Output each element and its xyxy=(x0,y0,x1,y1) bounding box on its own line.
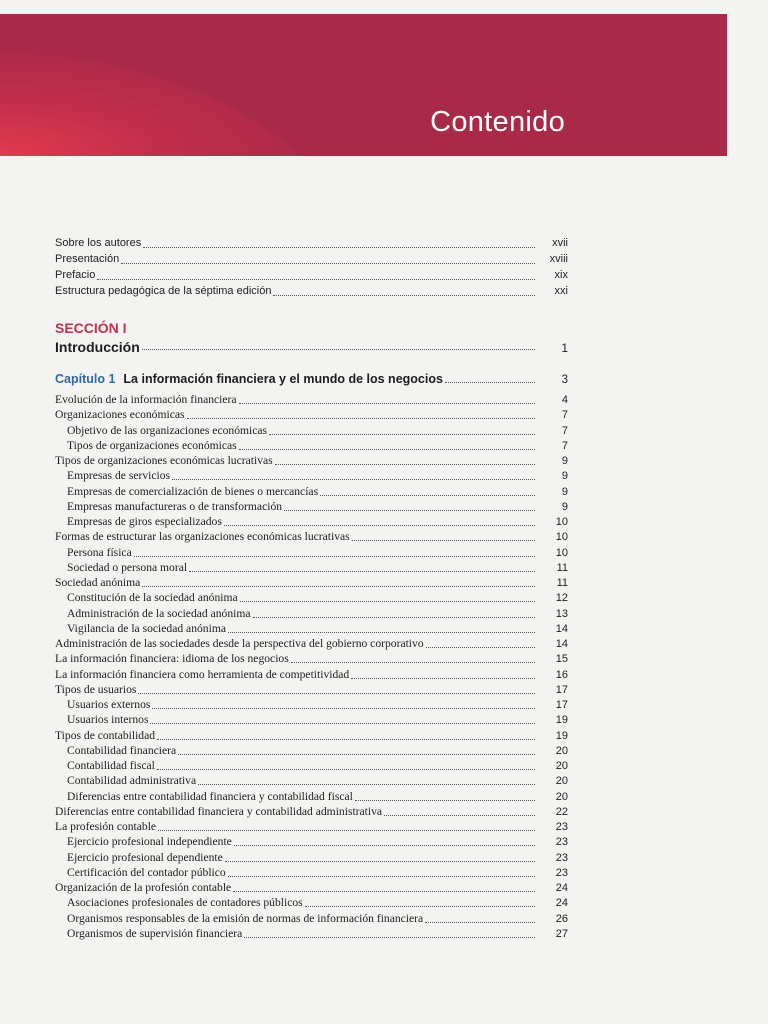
toc-item-page: 26 xyxy=(555,912,568,925)
toc-item-title: Sobre los autores xyxy=(55,237,142,249)
toc-item-title: Diferencias entre contabilidad financiera y contabilidad fiscal xyxy=(67,789,353,803)
toc-item-title: Contabilidad fiscal xyxy=(67,759,155,772)
toc-item[interactable] xyxy=(55,529,568,544)
toc-item-title: Sociedad anónima xyxy=(55,576,141,589)
toc-subitem[interactable] xyxy=(55,834,568,849)
dot-leader xyxy=(234,834,535,846)
toc-item-page: 11 xyxy=(556,561,568,574)
toc-item-title: Tipos de contabilidad xyxy=(55,728,156,742)
dot-leader xyxy=(426,636,535,648)
chapter-heading xyxy=(55,371,443,387)
toc-subitem[interactable] xyxy=(55,438,568,453)
dot-leader xyxy=(189,560,535,572)
page-title: Contenido xyxy=(430,106,565,138)
dot-leader xyxy=(351,667,535,679)
toc-item-page: 9 xyxy=(561,500,568,513)
dot-leader xyxy=(178,743,535,755)
toc-item[interactable] xyxy=(55,407,568,422)
toc-item-page: 20 xyxy=(555,760,568,772)
toc-item-page: 23 xyxy=(555,851,568,864)
dot-leader xyxy=(157,728,535,740)
toc-subitem[interactable] xyxy=(55,621,568,636)
dot-leader xyxy=(121,252,535,264)
toc-item-title: Vigilancia de la sociedad anónima xyxy=(67,621,226,635)
toc-item-page: xvii xyxy=(552,237,568,249)
toc-item-title: Diferencias entre contabilidad financiera y contabilidad administrativa xyxy=(55,804,383,818)
toc-item-title: Formas de estructurar las organizaciones económicas lucrativas xyxy=(55,530,350,544)
chapter-number: Capítulo 1 xyxy=(55,372,116,386)
toc-item[interactable] xyxy=(55,392,568,407)
toc-item-page: 10 xyxy=(555,516,568,528)
toc-front-item[interactable] xyxy=(55,268,568,283)
dot-leader xyxy=(384,804,535,816)
dot-leader xyxy=(97,268,535,280)
toc-subitem[interactable] xyxy=(55,560,568,575)
toc-item-title: Organismos de supervisión financiera xyxy=(67,926,243,940)
toc-item[interactable] xyxy=(55,636,568,651)
toc-item-page: 10 xyxy=(555,546,568,559)
toc-item-page: 4 xyxy=(561,394,568,406)
toc-subitem[interactable] xyxy=(55,484,568,499)
toc-item-title: Certificación del contador público xyxy=(67,865,226,879)
toc-item-title: Usuarios internos xyxy=(67,713,149,727)
toc-subitem[interactable] xyxy=(55,606,568,621)
toc-subitem[interactable] xyxy=(55,423,568,438)
header-gradient-shape xyxy=(0,14,727,156)
section-label: SECCIÓN I xyxy=(55,320,127,336)
toc-item-title: Sociedad o persona moral xyxy=(67,560,188,574)
dot-leader xyxy=(284,499,535,511)
dot-leader xyxy=(152,697,535,709)
toc-item-page: 9 xyxy=(561,485,568,498)
header-band xyxy=(0,14,727,156)
dot-leader xyxy=(291,651,535,663)
toc-item-page: 23 xyxy=(555,836,568,849)
toc-item-title: La información financiera: idioma de los negocios xyxy=(55,652,289,666)
toc-item-page: 13 xyxy=(555,607,568,620)
dot-leader xyxy=(142,575,535,587)
toc-front-item[interactable] xyxy=(55,252,568,267)
dot-leader xyxy=(233,880,535,892)
dot-leader xyxy=(244,926,535,938)
dot-leader xyxy=(320,484,535,496)
toc-item-title: Ejercicio profesional independiente xyxy=(67,835,232,849)
dot-leader xyxy=(352,529,535,541)
toc-item-page: 24 xyxy=(555,897,568,910)
toc-item[interactable] xyxy=(55,728,568,743)
toc-item-title: Objetivo de las organizaciones económicas xyxy=(67,423,268,437)
toc-subitem[interactable] xyxy=(55,514,568,529)
toc-item-title: Usuarios externos xyxy=(67,698,151,711)
dot-leader xyxy=(138,682,535,694)
toc-item-title: Administración de las sociedades desde la perspectiva del gobierno corporativo xyxy=(55,637,424,650)
dot-leader xyxy=(198,773,535,785)
toc-chapter-item[interactable] xyxy=(55,371,568,387)
toc-front-item[interactable] xyxy=(55,284,568,299)
dot-leader xyxy=(228,865,535,877)
toc-item-page: 27 xyxy=(555,927,568,940)
toc-item-page: 17 xyxy=(555,699,568,711)
toc-item-title: Constitución de la sociedad anónima xyxy=(67,591,238,605)
toc-item-title: Prefacio xyxy=(55,269,96,281)
toc-subitem[interactable] xyxy=(55,895,568,910)
toc-item-title: Organizaciones económicas xyxy=(55,408,185,422)
toc-item-page: 19 xyxy=(555,729,568,742)
toc-item-page: 20 xyxy=(555,775,568,788)
toc-item-title: Evolución de la información financiera xyxy=(55,393,237,406)
dot-leader xyxy=(225,850,535,862)
toc-item[interactable] xyxy=(55,880,568,895)
toc-subitem[interactable] xyxy=(55,743,568,758)
toc-item-title: Tipos de usuarios xyxy=(55,682,137,696)
toc-item-page: xviii xyxy=(549,253,568,265)
toc-item-title: Organización de la profesión contable xyxy=(55,881,232,894)
toc-subitem[interactable] xyxy=(55,911,568,926)
toc-subitem[interactable] xyxy=(55,865,568,880)
dot-leader xyxy=(143,236,535,248)
dot-leader xyxy=(355,789,535,801)
toc-item-title: La profesión contable xyxy=(55,820,157,833)
dot-leader xyxy=(134,545,535,557)
toc-subitem[interactable] xyxy=(55,545,568,560)
toc-item-page: 10 xyxy=(555,531,568,544)
toc-item-title: Empresas de comercialización de bienes o mercancías xyxy=(67,484,319,498)
dot-leader xyxy=(239,392,535,404)
toc-front-item[interactable] xyxy=(55,236,568,251)
toc-item-title: Ejercicio profesional dependiente xyxy=(67,850,223,864)
toc-item-title: Contabilidad administrativa xyxy=(67,774,197,788)
toc-subitem[interactable] xyxy=(55,758,568,773)
toc-subitem[interactable] xyxy=(55,499,568,514)
toc-item-title: Empresas manufactureras o de transformación xyxy=(67,499,283,513)
toc-item-title: Persona física xyxy=(67,545,132,559)
toc-item-title: La información financiera como herramienta de competitividad xyxy=(55,667,350,681)
toc-item-page: 20 xyxy=(555,790,568,803)
toc-subitem[interactable] xyxy=(55,773,568,788)
toc-subitem[interactable] xyxy=(55,712,568,727)
dot-leader xyxy=(187,407,535,419)
toc-item-title: Contabilidad financiera xyxy=(67,743,177,757)
dot-leader xyxy=(445,371,535,383)
toc-item[interactable] xyxy=(55,819,568,834)
toc-item-page: 16 xyxy=(555,668,568,681)
section-title: Introducción xyxy=(55,339,140,355)
toc-item-title: Administración de la sociedad anónima xyxy=(67,606,251,620)
toc-subitem[interactable] xyxy=(55,789,568,804)
toc-subitem[interactable] xyxy=(55,850,568,865)
toc-item[interactable] xyxy=(55,453,568,468)
toc-item[interactable] xyxy=(55,651,568,666)
dot-leader xyxy=(275,453,535,465)
toc-item-page: 15 xyxy=(555,653,568,666)
dot-leader xyxy=(158,819,535,831)
toc-item-page: 7 xyxy=(561,439,568,452)
toc-item[interactable] xyxy=(55,667,568,682)
dot-leader xyxy=(269,423,535,435)
toc-item-page: 20 xyxy=(555,744,568,757)
toc-subitem[interactable] xyxy=(55,697,568,712)
toc-item-page: 14 xyxy=(555,622,568,635)
toc-subitem[interactable] xyxy=(55,926,568,941)
toc-item[interactable] xyxy=(55,682,568,697)
dot-leader xyxy=(273,284,535,296)
toc-item-page: 11 xyxy=(556,577,568,589)
dot-leader xyxy=(305,895,535,907)
chapter-title: La información financiera y el mundo de los negocios xyxy=(123,372,443,386)
dot-leader xyxy=(157,758,535,770)
toc-subitem[interactable] xyxy=(55,468,568,483)
toc-item-page: 23 xyxy=(555,866,568,879)
toc-item-title: Presentación xyxy=(55,253,120,265)
toc-item-page: 24 xyxy=(555,882,568,894)
toc-item-page: 23 xyxy=(555,821,568,833)
toc-item-page: 22 xyxy=(555,805,568,818)
dot-leader xyxy=(228,621,535,633)
chapter-page: 3 xyxy=(561,374,568,386)
toc-item-title: Empresas de giros especializados xyxy=(67,515,222,528)
toc-item-page: 17 xyxy=(555,683,568,696)
toc-item-title: Tipos de organizaciones económicas xyxy=(67,438,237,452)
toc-item-title: Empresas de servicios xyxy=(67,469,171,483)
dot-leader xyxy=(253,606,535,618)
dot-leader xyxy=(150,712,535,724)
toc-item-page: 14 xyxy=(555,638,568,650)
dot-leader xyxy=(239,438,535,450)
toc-item-title: Tipos de organizaciones económicas lucrativas xyxy=(55,454,273,467)
toc-item-title: Organismos responsables de la emisión de normas de información financiera xyxy=(67,911,424,925)
toc-item-page: xxi xyxy=(554,285,568,297)
dot-leader xyxy=(224,514,535,526)
dot-leader xyxy=(240,590,535,602)
toc-item[interactable] xyxy=(55,804,568,819)
toc-section-item[interactable] xyxy=(55,338,568,356)
toc-item-page: 9 xyxy=(561,455,568,467)
toc-item-title: Asociaciones profesionales de contadores públicos xyxy=(67,896,303,910)
section-page: 1 xyxy=(561,341,568,355)
dot-leader xyxy=(425,911,535,923)
toc-subitem[interactable] xyxy=(55,590,568,605)
toc-item-title: Estructura pedagógica de la séptima edición xyxy=(55,285,272,297)
dot-leader xyxy=(172,468,535,480)
toc-item-page: 19 xyxy=(555,714,568,727)
dot-leader xyxy=(142,338,535,350)
toc-item-page: xix xyxy=(554,269,568,281)
toc-item-page: 7 xyxy=(561,424,568,437)
toc-item[interactable] xyxy=(55,575,568,590)
toc-item-page: 9 xyxy=(561,470,568,483)
toc-item-page: 7 xyxy=(561,409,568,422)
toc-item-page: 12 xyxy=(555,592,568,605)
